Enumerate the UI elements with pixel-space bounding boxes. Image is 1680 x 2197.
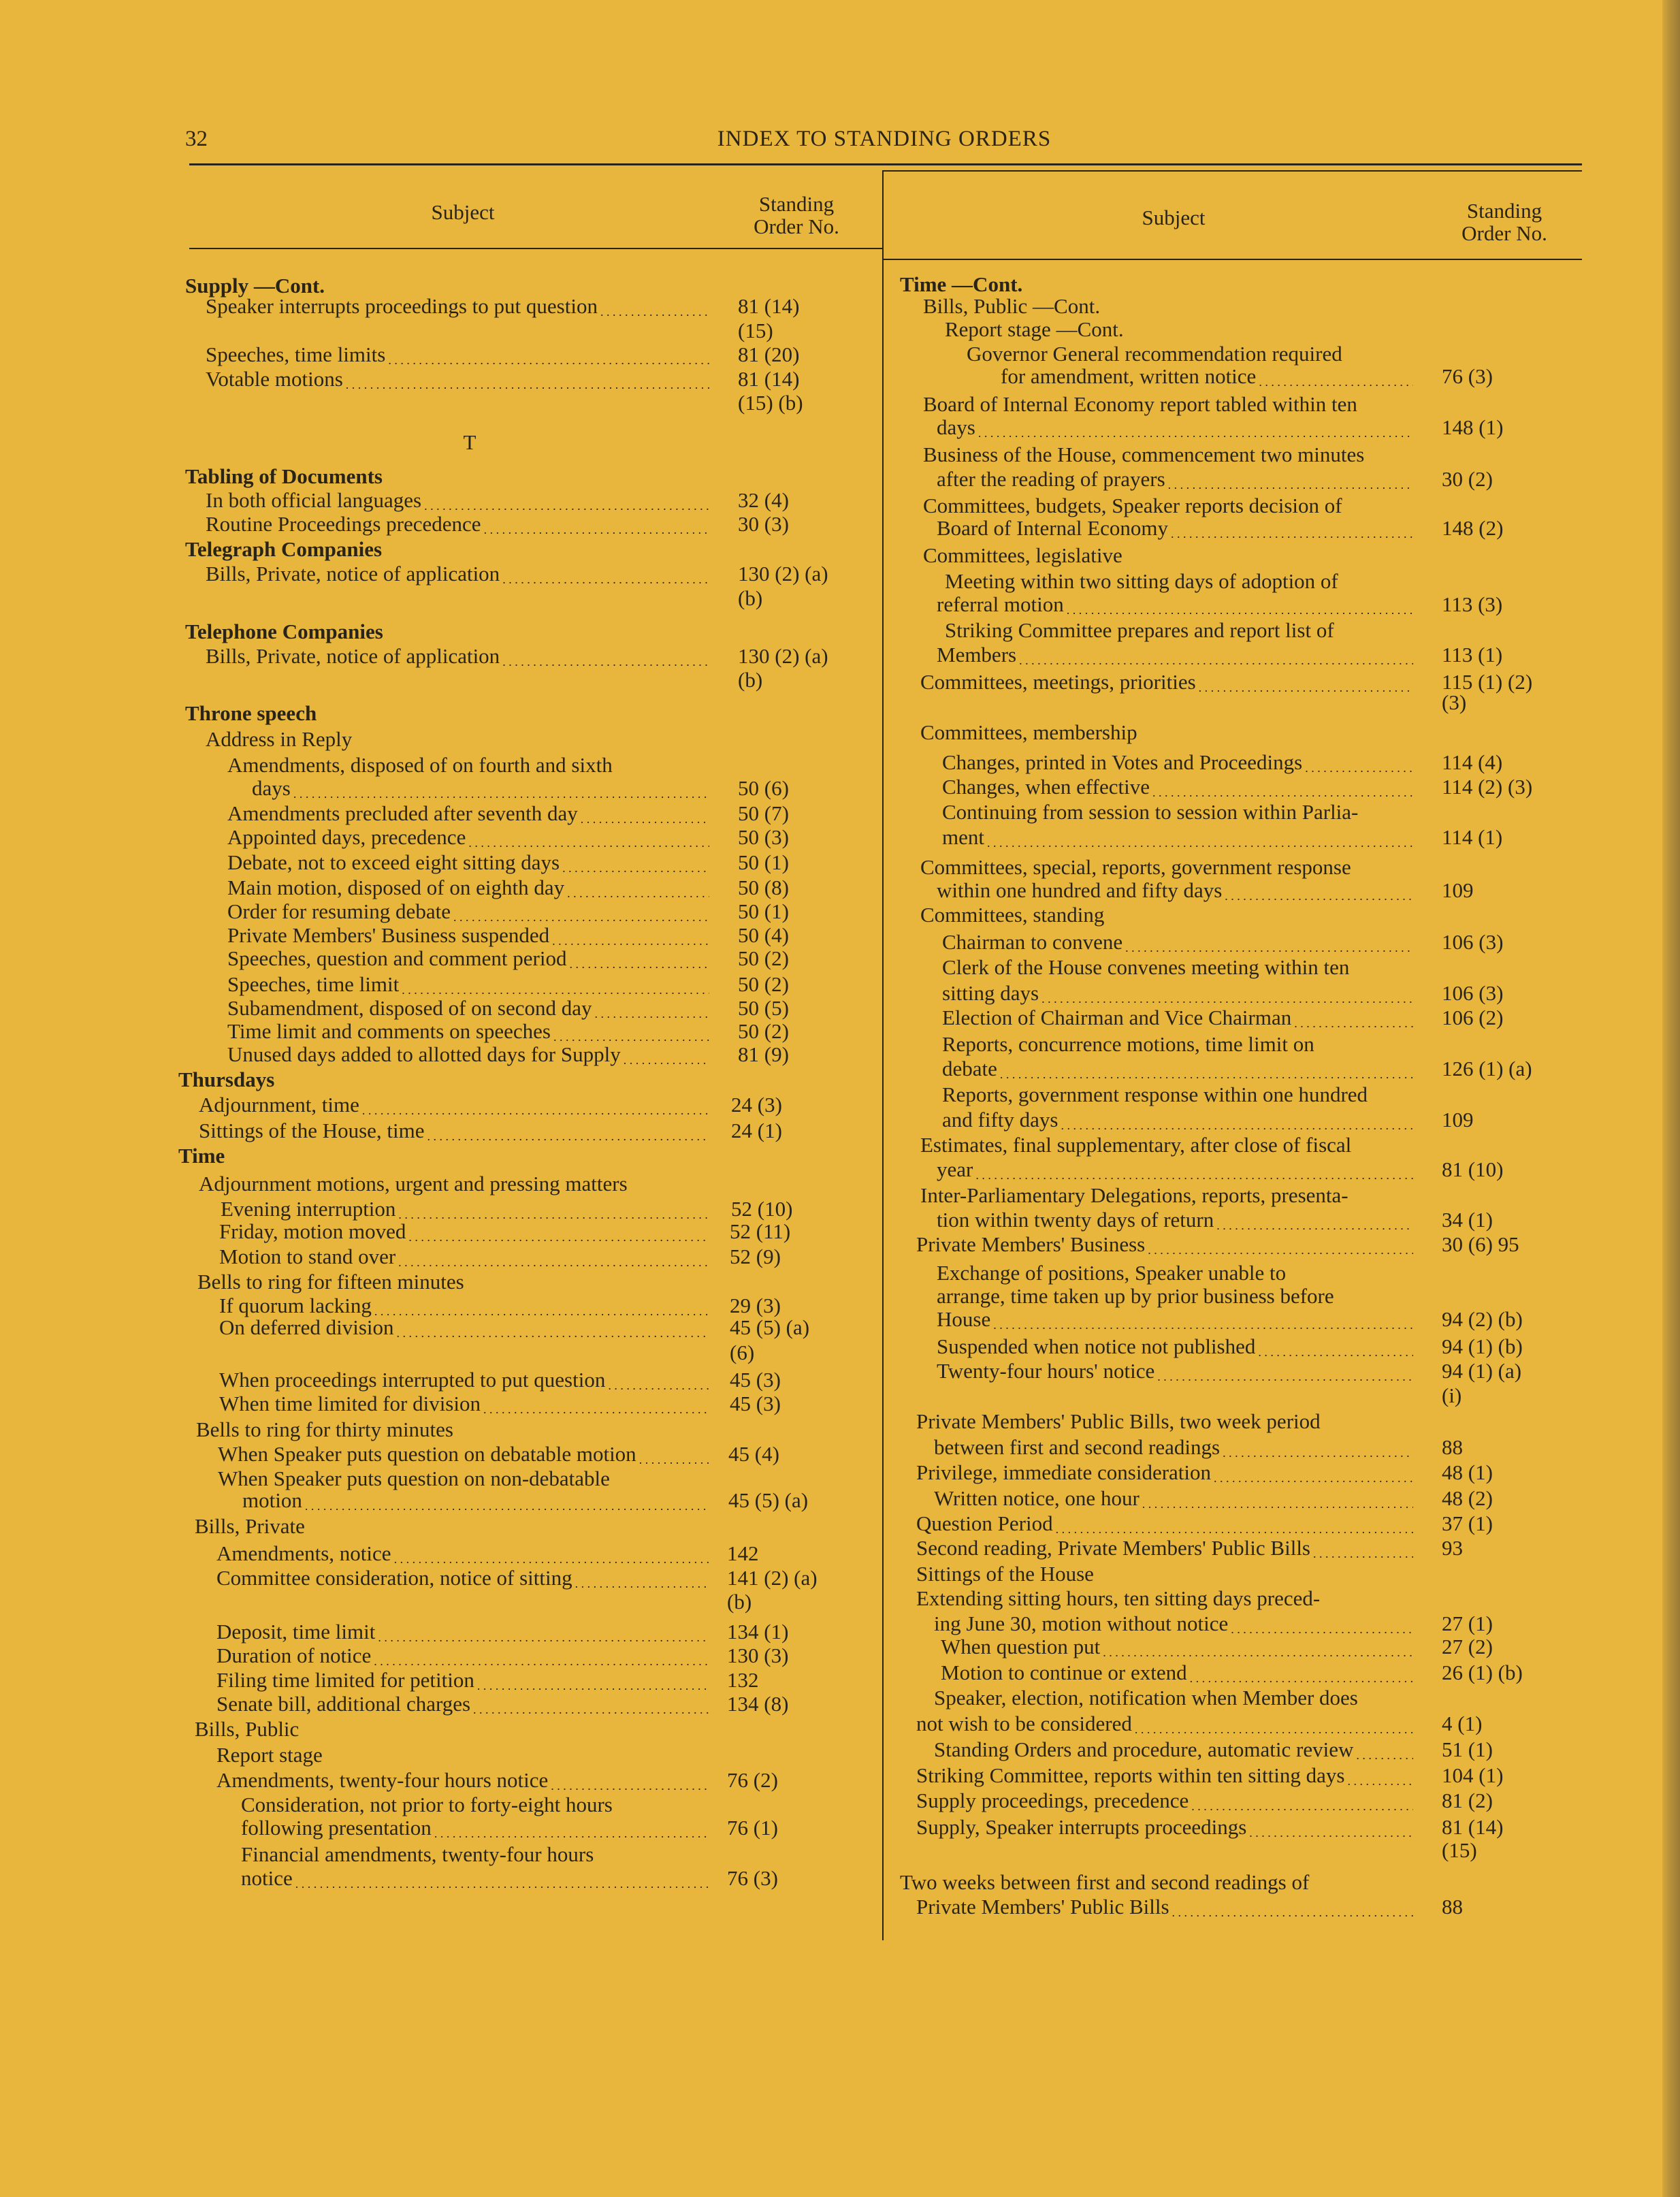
standing-order-ref: 126 (1) (a) — [1442, 1057, 1532, 1080]
index-entry-right — [0, 1536, 1680, 1560]
entry-label-notice: notice — [241, 1866, 293, 1890]
entry-label-board-of-internal-economy: Board of Internal Economy — [937, 516, 1169, 540]
standing-order-ref: (b) — [738, 668, 763, 692]
index-entry-right — [0, 1307, 1680, 1332]
entry-label-committees-membership: Committees, membership — [920, 720, 1137, 744]
standing-order-ref: 81 (10) — [1442, 1157, 1504, 1181]
entry-label-time-limit-and-comments-on-speeches: Time limit and comments on speeches — [227, 1019, 551, 1043]
standing-order-ref: 50 (8) — [738, 876, 789, 899]
index-entry-right — [0, 392, 1680, 417]
index-entry-right — [0, 1359, 1680, 1383]
index-entry-right — [0, 955, 1680, 980]
leader-dots — [1294, 1008, 1413, 1036]
index-entry-right — [0, 1815, 1680, 1840]
entry-label-reports-government-response-within-one-h: Reports, government response within one hundred — [942, 1083, 1368, 1106]
entry-label-committees-standing: Committees, standing — [920, 903, 1105, 927]
index-entry-right — [0, 720, 1680, 745]
entry-label-bells-to-ring-for-thirty-minutes: Bells to ring for thirty minutes — [196, 1417, 453, 1441]
entry-label-deposit-time-limit: Deposit, time limit — [216, 1620, 376, 1643]
right-head-rule — [884, 259, 1582, 260]
standing-order-ref: (b) — [738, 586, 763, 610]
standing-order-ref: 76 (2) — [727, 1768, 778, 1792]
entry-label-business-of-the-house-commencement-two-m: Business of the House, commencement two minutes — [923, 443, 1365, 466]
entry-label-governor-general-recommendation-required: Governor General recommendation required — [967, 342, 1342, 366]
standing-order-ref: 50 (3) — [738, 825, 789, 849]
standing-order-ref: 52 (9) — [730, 1245, 781, 1268]
entry-label-if-quorum-lacking: If quorum lacking — [219, 1294, 372, 1317]
entry-label-financial-amendments-twenty-four-hours: Financial amendments, twenty-four hours — [241, 1842, 594, 1866]
top-rule-right — [884, 170, 1582, 172]
index-entry-right — [0, 1586, 1680, 1611]
index-entry-right — [0, 1208, 1680, 1232]
entry-label-members: Members — [937, 643, 1017, 667]
entry-label-senate-bill-additional-charges: Senate bill, additional charges — [216, 1692, 471, 1716]
standing-order-ref: 148 (1) — [1442, 415, 1504, 439]
standing-order-ref: 30 (3) — [738, 512, 789, 536]
index-entry-right — [0, 775, 1680, 799]
entry-label-speeches-time-limits: Speeches, time limits — [206, 342, 386, 366]
index-entry-right — [0, 1511, 1680, 1536]
leader-dots — [1148, 1235, 1413, 1262]
standing-order-ref: 37 (1) — [1442, 1511, 1493, 1535]
entry-label-address-in-reply: Address in Reply — [206, 727, 353, 751]
entry-label-striking-committee-prepares-and-report-l: Striking Committee prepares and report list of — [945, 618, 1334, 642]
index-entry-right — [0, 1895, 1680, 1919]
leader-dots — [1172, 1897, 1413, 1925]
entry-label-in-both-official-languages: In both official languages — [206, 488, 422, 512]
standing-order-ref: 132 — [727, 1668, 759, 1692]
index-entry-right — [0, 1635, 1680, 1659]
index-entry-right — [0, 690, 1680, 715]
standing-order-ref: 130 (2) (a) — [738, 562, 828, 586]
index-entry-right — [0, 1486, 1680, 1511]
standing-order-ref: 106 (3) — [1442, 981, 1504, 1005]
entry-label-appointed-days-precedence: Appointed days, precedence — [227, 825, 466, 849]
standing-order-ref: 134 (8) — [727, 1692, 789, 1716]
standing-order-ref: 76 (3) — [727, 1866, 778, 1890]
left-order-heading-line2: Order No. — [754, 214, 839, 238]
entry-label-t: T — [463, 430, 476, 454]
entry-label-election-of-chairman-and-vice-chairman: Election of Chairman and Vice Chairman — [942, 1006, 1292, 1029]
index-entry-right — [0, 1686, 1680, 1710]
standing-order-ref: 51 (1) — [1442, 1737, 1493, 1761]
entry-label-private-members-public-bills-two-week-pe: Private Members' Public Bills, two week period — [916, 1409, 1321, 1433]
entry-label-arrange-time-taken-up-by-prior-business-: arrange, time taken up by prior business before — [937, 1284, 1334, 1308]
page-title: INDEX TO STANDING ORDERS — [717, 127, 1052, 151]
index-entry-right — [0, 1611, 1680, 1636]
index-entry-right — [0, 1763, 1680, 1788]
entry-label-debate-not-to-exceed-eight-sitting-days: Debate, not to exceed eight sitting days — [227, 850, 560, 874]
standing-order-ref: 27 (2) — [1442, 1635, 1493, 1658]
index-entry-right — [0, 443, 1680, 467]
index-entry-right — [0, 415, 1680, 440]
entry-label-when-time-limited-for-division: When time limited for division — [219, 1392, 481, 1415]
left-subject-heading: Subject — [431, 200, 495, 224]
entry-label-bills-private: Bills, Private — [195, 1514, 305, 1538]
standing-order-ref: 24 (3) — [731, 1093, 782, 1117]
standing-order-ref: 24 (1) — [731, 1119, 782, 1142]
index-entry-right — [0, 800, 1680, 824]
standing-order-ref: 93 — [1442, 1536, 1463, 1560]
standing-order-ref: 50 (4) — [738, 923, 789, 947]
entry-label-speeches-time-limit: Speeches, time limit — [227, 972, 400, 996]
standing-order-ref: 50 (6) — [738, 776, 789, 800]
entry-label-reports-concurrence-motions-time-limit-o: Reports, concurrence motions, time limit on — [942, 1032, 1314, 1056]
standing-order-ref: 114 (4) — [1442, 750, 1503, 774]
standing-order-ref: 50 (5) — [738, 996, 789, 1020]
entry-label-board-of-internal-economy-report-tabled-: Board of Internal Economy report tabled within ten — [923, 392, 1357, 416]
entry-label-not-wish-to-be-considered: not wish to be considered — [916, 1712, 1132, 1735]
entry-label-when-speaker-puts-question-on-non-debata: When Speaker puts question on non-debatable — [218, 1466, 610, 1490]
entry-label-supply-cont: Supply —Cont. — [185, 274, 325, 298]
entry-label-friday-motion-moved: Friday, motion moved — [219, 1219, 406, 1243]
entry-label-when-proceedings-interrupted-to-put-ques: When proceedings interrupted to put question — [219, 1368, 606, 1392]
entry-label-house: House — [937, 1307, 991, 1331]
entry-label-suspended-when-notice-not-published: Suspended when notice not published — [937, 1334, 1256, 1358]
standing-order-ref: 115 (1) (2) — [1442, 670, 1533, 694]
right-order-heading-line2: Order No. — [1461, 221, 1547, 245]
entry-label-year: year — [937, 1157, 973, 1181]
entry-label-referral-motion: referral motion — [937, 592, 1064, 616]
index-entry-right — [0, 467, 1680, 492]
standing-order-ref: 88 — [1442, 1435, 1463, 1459]
standing-order-ref: 4 (1) — [1442, 1712, 1483, 1735]
standing-order-ref: 29 (3) — [730, 1294, 781, 1317]
standing-order-ref: (15) — [1442, 1838, 1477, 1862]
standing-order-ref: 106 (3) — [1442, 930, 1504, 954]
entry-label-routine-proceedings-precedence: Routine Proceedings precedence — [206, 512, 481, 536]
index-entry-right — [0, 294, 1680, 319]
left-head-rule — [189, 248, 884, 249]
entry-label-motion-to-continue-or-extend: Motion to continue or extend — [941, 1661, 1187, 1684]
standing-order-ref: 26 (1) (b) — [1442, 1661, 1523, 1684]
entry-label-committee-consideration-notice-of-sittin: Committee consideration, notice of sitting — [216, 1566, 572, 1590]
entry-label-debate: debate — [942, 1057, 997, 1080]
index-entry-right — [0, 1737, 1680, 1762]
index-entry-right — [0, 1409, 1680, 1434]
standing-order-ref: 34 (1) — [1442, 1208, 1493, 1232]
right-subject-heading: Subject — [1142, 206, 1206, 229]
standing-order-ref: 48 (1) — [1442, 1460, 1493, 1484]
index-entry-right — [0, 1562, 1680, 1586]
standing-order-ref: 48 (2) — [1442, 1486, 1493, 1510]
entry-label-adjournment-motions-urgent-and-pressing-: Adjournment motions, urgent and pressing matters — [199, 1172, 628, 1196]
entry-label-days: days — [937, 415, 975, 439]
standing-order-ref: 109 — [1442, 1108, 1474, 1132]
entry-label-and-fifty-days: and fifty days — [942, 1108, 1059, 1132]
entry-label-committees-meetings-priorities: Committees, meetings, priorities — [920, 670, 1196, 694]
standing-order-ref: 134 (1) — [727, 1620, 789, 1643]
standing-order-ref: 106 (2) — [1442, 1006, 1504, 1029]
index-entry-right — [0, 878, 1680, 903]
index-entry-right — [0, 930, 1680, 955]
standing-order-ref: 113 (3) — [1442, 592, 1503, 616]
left-order-heading — [728, 193, 865, 238]
entry-label-supply-proceedings-precedence: Supply proceedings, precedence — [916, 1789, 1189, 1812]
standing-order-ref: 81 (9) — [738, 1042, 789, 1066]
entry-label-telephone-companies: Telephone Companies — [185, 620, 383, 643]
entry-label-speeches-question-and-comment-period: Speeches, question and comment period — [227, 946, 567, 970]
entry-label-time: Time — [178, 1144, 225, 1168]
entry-label-filing-time-limited-for-petition: Filing time limited for petition — [216, 1668, 474, 1692]
entry-label-privilege-immediate-consideration: Privilege, immediate consideration — [916, 1460, 1212, 1484]
entry-label-striking-committee-reports-within-ten-si: Striking Committee, reports within ten sitting days — [916, 1763, 1345, 1787]
standing-order-ref: 130 (2) (a) — [738, 644, 828, 668]
entry-label-committees-special-reports-government-re: Committees, special, reports, government response — [920, 855, 1351, 879]
entry-label-standing-orders-and-procedure-automatic-: Standing Orders and procedure, automatic review — [934, 1737, 1354, 1761]
standing-order-ref: 45 (5) (a) — [730, 1315, 810, 1339]
entry-label-motion-to-stand-over: Motion to stand over — [219, 1245, 396, 1268]
entry-label-order-for-resuming-debate: Order for resuming debate — [227, 899, 451, 923]
standing-order-ref: 76 (1) — [727, 1816, 778, 1840]
standing-order-ref: 88 — [1442, 1895, 1463, 1919]
standing-order-ref: 81 (14) — [1442, 1815, 1504, 1839]
right-order-heading — [1436, 200, 1572, 244]
entry-label-subamendment-disposed-of-on-second-day: Subamendment, disposed of on second day — [227, 996, 592, 1020]
entry-label-unused-days-added-to-allotted-days-for-s: Unused days added to allotted days for Supply — [227, 1042, 621, 1066]
leader-dots — [993, 1310, 1413, 1337]
standing-order-ref: 45 (3) — [730, 1392, 781, 1415]
index-entry-right — [0, 1057, 1680, 1081]
index-entry-right — [0, 494, 1680, 518]
standing-order-ref: 30 (2) — [1442, 467, 1493, 491]
index-entry-right — [0, 543, 1680, 568]
standing-order-ref: (15) (b) — [738, 391, 803, 415]
index-entry-right — [0, 569, 1680, 594]
entry-label-continuing-from-session-to-session-withi: Continuing from session to session within Parlia- — [942, 800, 1359, 824]
entry-label-speaker-interrupts-proceedings-to-put-qu: Speaker interrupts proceedings to put question — [206, 294, 598, 318]
entry-label-amendments-notice: Amendments, notice — [216, 1541, 391, 1565]
entry-label-private-members-business: Private Members' Business — [916, 1232, 1146, 1256]
leader-dots — [1168, 470, 1413, 497]
index-entry-right — [0, 1383, 1680, 1408]
standing-order-ref: 76 (3) — [1442, 364, 1493, 388]
standing-order-ref: 81 (14) — [738, 294, 800, 318]
entry-label-supply-speaker-interrupts-proceedings: Supply, Speaker interrupts proceedings — [916, 1815, 1247, 1839]
entry-label-clerk-of-the-house-convenes-meeting-with: Clerk of the House convenes meeting within ten — [942, 955, 1350, 979]
entry-label-report-stage-cont: Report stage —Cont. — [945, 317, 1124, 341]
index-entry-right — [0, 1838, 1680, 1863]
index-entry-right — [0, 1083, 1680, 1107]
standing-order-ref: 50 (1) — [738, 899, 789, 923]
index-entry-right — [0, 643, 1680, 667]
standing-order-ref: 114 (2) (3) — [1442, 775, 1533, 799]
entry-label-throne-speech: Throne speech — [185, 701, 317, 725]
entry-label-amendments-twenty-four-hours-notice: Amendments, twenty-four hours notice — [216, 1768, 549, 1792]
entry-label-time-cont: Time —Cont. — [900, 272, 1023, 296]
standing-order-ref: 45 (5) (a) — [728, 1488, 809, 1512]
entry-label-question-period: Question Period — [916, 1511, 1053, 1535]
standing-order-ref: 94 (2) (b) — [1442, 1307, 1523, 1331]
index-entry-right — [0, 1712, 1680, 1736]
index-entry-right — [0, 903, 1680, 927]
page-number: 32 — [185, 127, 208, 151]
entry-label-main-motion-disposed-of-on-eighth-day: Main motion, disposed of on eighth day — [227, 876, 565, 899]
entry-label-private-members-business-suspended: Private Members' Business suspended — [227, 923, 550, 947]
entry-label-bills-public-cont: Bills, Public —Cont. — [923, 294, 1101, 318]
entry-label-ment: ment — [942, 825, 984, 849]
entry-label-sitting-days: sitting days — [942, 981, 1039, 1005]
entry-label-speaker-election-notification-when-membe: Speaker, election, notification when Member does — [934, 1686, 1358, 1710]
standing-order-ref: 32 (4) — [738, 488, 789, 512]
leader-dots — [978, 418, 1413, 445]
entry-label-on-deferred-division: On deferred division — [219, 1315, 394, 1339]
left-order-heading-line1: Standing — [758, 192, 835, 216]
entry-label-duration-of-notice: Duration of notice — [216, 1643, 372, 1667]
standing-order-ref: (15) — [738, 319, 773, 342]
standing-order-ref: 130 (3) — [727, 1643, 789, 1667]
standing-order-ref: 50 (2) — [738, 1019, 789, 1043]
entry-label-meeting-within-two-sitting-days-of-adopt: Meeting within two sitting days of adoption of — [945, 569, 1338, 593]
index-entry-right — [0, 317, 1680, 342]
leader-dots — [1171, 519, 1413, 546]
standing-order-ref: 52 (11) — [730, 1219, 791, 1243]
standing-order-ref: 50 (1) — [738, 850, 789, 874]
standing-order-ref: 113 (1) — [1442, 643, 1503, 667]
standing-order-ref: 81 (2) — [1442, 1789, 1493, 1812]
entry-label-for-amendment-written-notice: for amendment, written notice — [1001, 364, 1257, 388]
standing-order-ref: 50 (2) — [738, 946, 789, 970]
standing-order-ref: 45 (3) — [730, 1368, 781, 1392]
entry-label-thursdays: Thursdays — [178, 1068, 275, 1091]
entry-label-sittings-of-the-house: Sittings of the House — [916, 1562, 1094, 1586]
index-entry-right — [0, 1032, 1680, 1057]
entry-label-tabling-of-documents: Tabling of Documents — [185, 464, 383, 488]
entry-label-exchange-of-positions-speaker-unable-to: Exchange of positions, Speaker unable to — [937, 1261, 1287, 1285]
entry-label-evening-interruption: Evening interruption — [221, 1197, 396, 1221]
standing-order-ref: 114 (1) — [1442, 825, 1503, 849]
standing-order-ref: (3) — [1442, 690, 1467, 714]
entry-label-ing-june-30-motion-without-notice: ing June 30, motion without notice — [934, 1611, 1229, 1635]
entry-label-report-stage: Report stage — [216, 1743, 323, 1767]
standing-order-ref: 30 (6) 95 — [1442, 1232, 1519, 1256]
entry-label-twenty-four-hours-notice: Twenty-four hours' notice — [937, 1359, 1155, 1383]
entry-label-private-members-public-bills: Private Members' Public Bills — [916, 1895, 1169, 1919]
entry-label-bills-public: Bills, Public — [195, 1717, 300, 1741]
index-entry-right — [0, 1284, 1680, 1309]
index-entry-right — [0, 592, 1680, 617]
index-entry-right — [0, 1157, 1680, 1182]
standing-order-ref: 52 (10) — [731, 1197, 793, 1221]
entry-label-when-question-put: When question put — [941, 1635, 1101, 1658]
index-entry-right — [0, 1108, 1680, 1132]
entry-label-votable-motions: Votable motions — [206, 367, 343, 391]
entry-label-consideration-not-prior-to-forty-eight-h: Consideration, not prior to forty-eight hours — [241, 1793, 613, 1816]
index-entry-right — [0, 1460, 1680, 1485]
standing-order-ref: 81 (14) — [738, 367, 800, 391]
leader-dots — [1191, 1791, 1413, 1818]
entry-label-inter-parliamentary-delegations-reports-: Inter-Parliamentary Delegations, reports, presenta- — [920, 1183, 1348, 1207]
entry-label-days: days — [252, 776, 291, 800]
standing-order-ref: 142 — [727, 1541, 759, 1565]
index-entry-right — [0, 750, 1680, 775]
standing-order-ref: 81 (20) — [738, 342, 800, 366]
entry-label-committees-legislative: Committees, legislative — [923, 543, 1122, 567]
top-rule — [189, 163, 1582, 165]
standing-order-ref: (b) — [727, 1590, 752, 1614]
standing-order-ref: 27 (1) — [1442, 1611, 1493, 1635]
entry-label-bills-private-notice-of-application: Bills, Private, notice of application — [206, 562, 500, 586]
standing-order-ref: 141 (2) (a) — [727, 1566, 818, 1590]
entry-label-following-presentation: following presentation — [241, 1816, 432, 1840]
standing-order-ref: 94 (1) (a) — [1442, 1359, 1522, 1383]
entry-label-extending-sitting-hours-ten-sitting-days: Extending sitting hours, ten sitting days preced- — [916, 1586, 1321, 1610]
leader-dots — [1259, 367, 1413, 394]
entry-label-amendments-precluded-after-seventh-day: Amendments precluded after seventh day — [227, 801, 578, 825]
index-entry-right — [0, 825, 1680, 850]
entry-label-amendments-disposed-of-on-fourth-and-six: Amendments, disposed of on fourth and sixth — [227, 753, 613, 777]
entry-label-two-weeks-between-first-and-second-readi: Two weeks between first and second readings of — [900, 1870, 1310, 1894]
entry-label-tion-within-twenty-days-of-return: tion within twenty days of return — [937, 1208, 1214, 1232]
standing-order-ref: 104 (1) — [1442, 1763, 1504, 1787]
entry-label-second-reading-private-members-public-bi: Second reading, Private Members' Public Bills — [916, 1536, 1310, 1560]
standing-order-ref: 148 (2) — [1442, 516, 1504, 540]
index-entry-right — [0, 1261, 1680, 1285]
index-entry-right — [0, 981, 1680, 1006]
index-entry-right — [0, 1183, 1680, 1208]
index-entry-right — [0, 364, 1680, 389]
index-entry-right — [0, 1789, 1680, 1813]
standing-order-ref: 50 (2) — [738, 972, 789, 996]
index-entry-right — [0, 1006, 1680, 1030]
standing-order-ref: 94 (1) (b) — [1442, 1334, 1523, 1358]
standing-order-ref: (6) — [730, 1341, 755, 1364]
entry-label-changes-printed-in-votes-and-proceedings: Changes, printed in Votes and Proceedings — [942, 750, 1303, 774]
entry-label-estimates-final-supplementary-after-clos: Estimates, final supplementary, after close of fiscal — [920, 1133, 1352, 1157]
standing-order-ref: 109 — [1442, 878, 1474, 902]
entry-label-bells-to-ring-for-fifteen-minutes: Bells to ring for fifteen minutes — [197, 1270, 464, 1294]
index-entry-right — [0, 342, 1680, 366]
entry-label-between-first-and-second-readings: between first and second readings — [934, 1435, 1221, 1459]
index-entry-right — [0, 618, 1680, 643]
entry-label-changes-when-effective: Changes, when effective — [942, 775, 1150, 799]
running-head — [185, 127, 1583, 157]
entry-label-after-the-reading-of-prayers: after the reading of prayers — [937, 467, 1165, 491]
entry-label-committees-budgets-speaker-reports-decis: Committees, budgets, Speaker reports decision of — [923, 494, 1342, 517]
entry-label-written-notice-one-hour: Written notice, one hour — [934, 1486, 1140, 1510]
entry-label-when-speaker-puts-question-on-debatable-: When Speaker puts question on debatable motion — [218, 1442, 636, 1466]
entry-label-motion: motion — [242, 1488, 302, 1512]
index-entry-right — [0, 1870, 1680, 1895]
right-order-heading-line1: Standing — [1466, 199, 1542, 223]
entry-label-chairman-to-convene: Chairman to convene — [942, 930, 1123, 954]
entry-label-telegraph-companies: Telegraph Companies — [185, 537, 383, 561]
entry-label-sittings-of-the-house-time: Sittings of the House, time — [199, 1119, 425, 1142]
index-entry-right — [0, 1133, 1680, 1157]
leader-dots — [987, 828, 1413, 855]
standing-order-ref: 50 (7) — [738, 801, 789, 825]
index-entry-right — [0, 1661, 1680, 1685]
index-entry-right — [0, 1435, 1680, 1460]
standing-order-ref: 45 (4) — [728, 1442, 779, 1466]
index-entry-right — [0, 855, 1680, 880]
entry-label-adjournment-time: Adjournment, time — [199, 1093, 359, 1117]
standing-order-ref: (i) — [1442, 1383, 1462, 1407]
entry-label-bills-private-notice-of-application: Bills, Private, notice of application — [206, 644, 500, 668]
index-entry-right — [0, 272, 1680, 297]
entry-label-within-one-hundred-and-fifty-days: within one hundred and fifty days — [937, 878, 1223, 902]
index-entry-right — [0, 516, 1680, 541]
index-entry-right — [0, 1232, 1680, 1257]
index-entry-right — [0, 1334, 1680, 1359]
leader-dots — [1019, 645, 1413, 673]
